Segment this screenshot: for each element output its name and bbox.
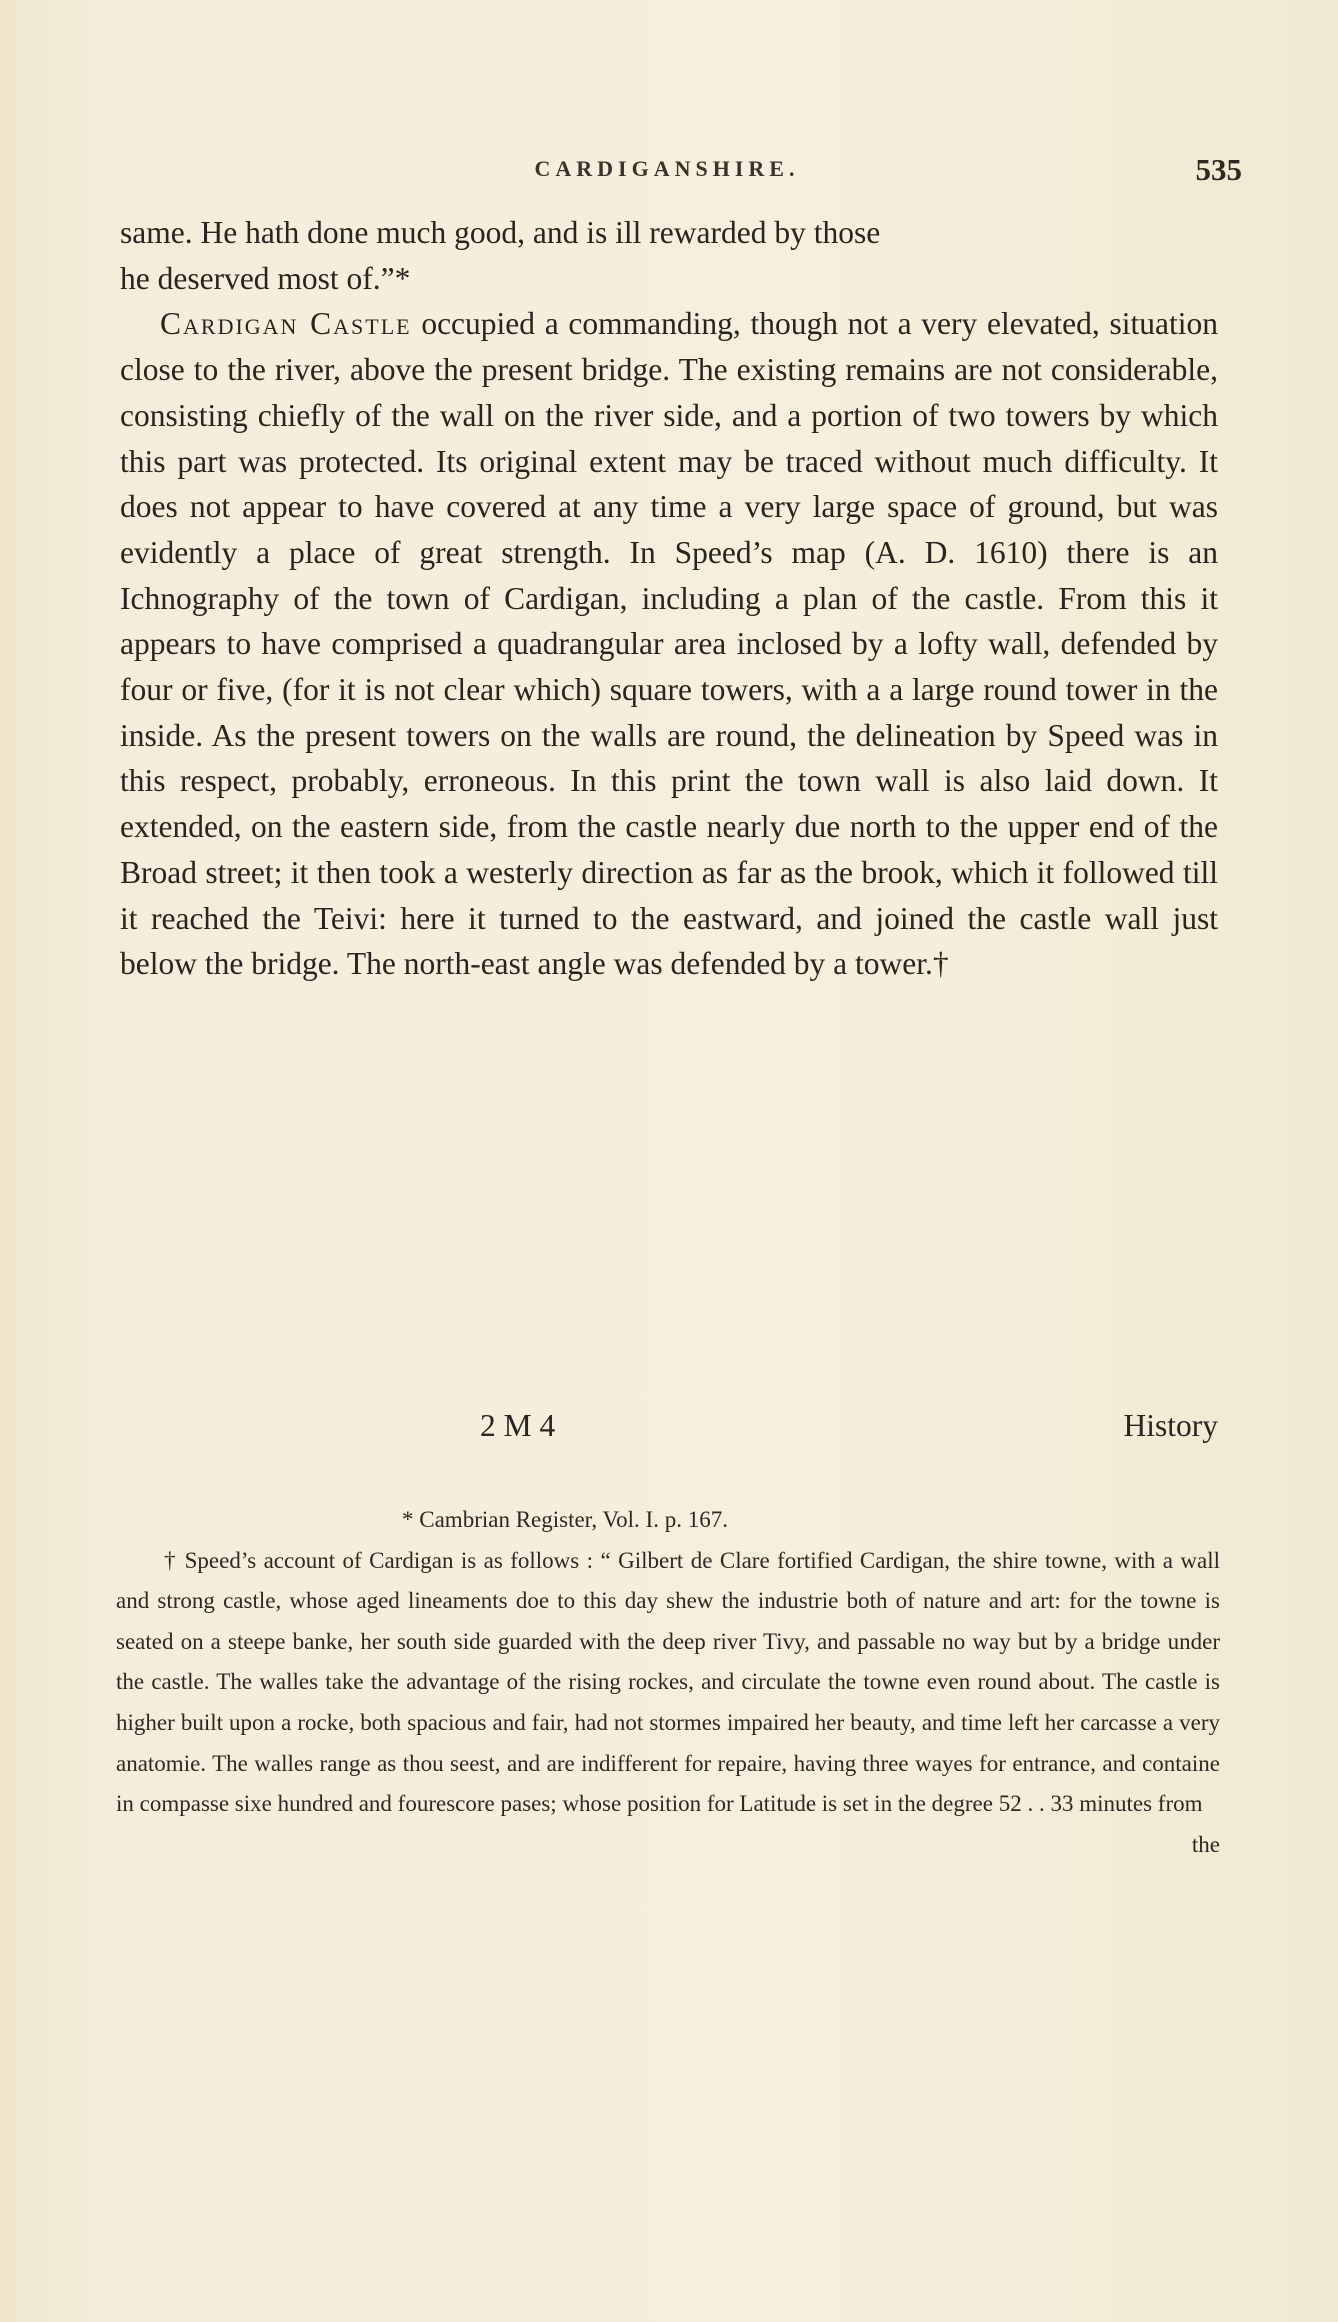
footnote-speed: † Speed’s account of Cardigan is as follows : “ Gilbert de Clare fortified Cardigan, the shire towne, with a wall and strong castle, whose aged lineaments doe to this day shew the industrie both of nature and art: for the towne is seated on a steepe banke, her south side guarded with the deep river Tivy, and passable no way but by a bridge under the castle. The walles take the advantage of the rising rockes, and circulate the towne even round about. The castle is higher built upon a rocke, both spacious and fair, had not stormes impaired her beauty, and time left her carcasse a very anatomie. The walles range as thou seest, and are indifferent for repaire, having three wayes for entrance, and containe in compasse sixe hundred and fourescore pases; whose position for Latitude is set in the degree 52 . . 33 minutes from	[116, 1547, 1220, 1817]
page-header	[92, 152, 1242, 192]
text-line: he deserved most of.”*	[120, 260, 411, 296]
catch-line	[120, 1408, 1218, 1454]
running-head: CARDIGANSHIRE.	[534, 156, 800, 181]
signature-mark: 2 M 4	[480, 1408, 556, 1443]
footnote-catchword: the	[1191, 1831, 1220, 1857]
castle-paragraph	[120, 301, 1218, 987]
text-line: same. He hath done much good, and is ill rewarded by those	[120, 215, 881, 250]
main-text	[120, 210, 1218, 987]
page-number: 535	[1195, 152, 1242, 187]
castle-heading: Cardigan Castle	[160, 306, 412, 342]
footnotes	[116, 1500, 1220, 1865]
paragraph-text: occupied a commanding, though not a very elevated, situation close to the river, above the present bridge. The existing remains are not considerable, consisting chiefly of the wall on the river side, and a portion of two towers by which this part was protected. Its original extent may be traced without much difficulty. It does not appear to have covered at any time a very large space of ground, but was evidently a place of great strength. In Speed’s map (A. D. 1610) there is an Ichnography of the town of Cardigan, including a plan of the castle. From this it appears to have comprised a quadrangular area inclosed by a lofty wall, defended by four or five, (for it is not clear which) square towers, with a a large round tower in the inside. As the present towers on the walls are round, the delineation by Speed was in this respect, probably, erroneous. In this print the town wall is also laid down. It extended, on the eastern side, from the castle nearly due north to the upper end of the Broad street; it then took a westerly direction as far as the brook, which it followed till it reached the Teivi: here it turned to the eastward, and joined the castle wall just below the bridge. The north-east angle was defended by a tower.†	[120, 306, 1218, 982]
footnote-cambrian: * Cambrian Register, Vol. I. p. 167.	[402, 1507, 728, 1532]
catchword: History	[1123, 1408, 1218, 1443]
